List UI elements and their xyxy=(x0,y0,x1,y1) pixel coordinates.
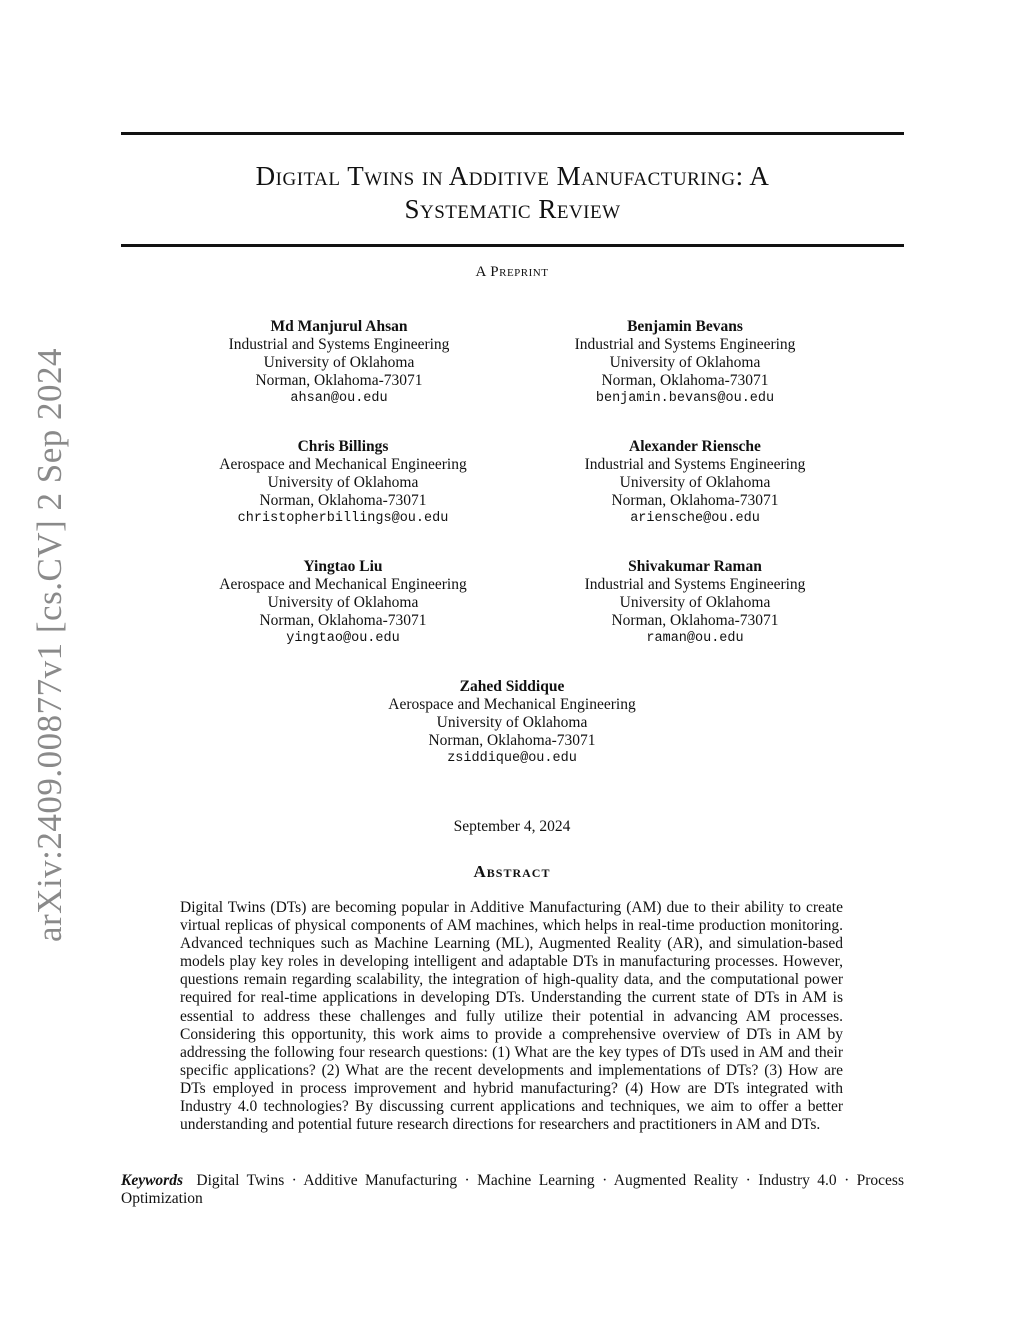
author-block xyxy=(515,558,875,648)
author-city: Norman, Oklahoma-73071 xyxy=(611,612,779,629)
author-university: University of Oklahoma xyxy=(267,474,419,491)
author-email[interactable]: christopherbillings@ou.edu xyxy=(237,511,449,526)
author-university: University of Oklahoma xyxy=(619,594,771,611)
author-email[interactable]: raman@ou.edu xyxy=(646,631,744,646)
abstract-body: Digital Twins (DTs) are becoming popular in Additive Manufacturing (AM) due to their ability to create virtual replicas of physical components of AM machines, which helps in real-time production monitoring. Advanced techniques such as Machine Learning (ML), Augmented Reality (AR), and simulation-based models play key roles in developing intelligent and adaptable DTs in manufacturing processes. However, questions remain regarding scalability, the integration of high-quality data, and the computational power required for real-time applications in developing DTs. Understanding the current state of DTs in AM is essential to address these challenges and fully utilize their potential in advancing AM processes. Considering this opportunity, this work aims to provide a comprehensive overview of DTs in AM by addressing the following four research questions: (1) What are the key types of DTs used in AM and their specific applications? (2) What are the recent developments and implementations of DTs? (3) How are DTs employed in process improvement and hybrid manufacturing? (4) How are DTs integrated with Industry 4.0 technologies? By discussing current applications and techniques, we aim to offer a better understanding and potential future research directions for researchers and practitioners in AM and DTs. xyxy=(180,899,843,1134)
author-department: Aerospace and Mechanical Engineering xyxy=(219,576,467,593)
author-city: Norman, Oklahoma-73071 xyxy=(259,492,427,509)
title-rule-bottom xyxy=(121,244,904,247)
author-department: Industrial and Systems Engineering xyxy=(584,456,806,473)
preprint-label: A Preprint xyxy=(475,264,549,280)
author-name: Md Manjurul Ahsan xyxy=(270,318,408,335)
author-department: Industrial and Systems Engineering xyxy=(584,576,806,593)
author-block xyxy=(505,318,865,408)
author-email[interactable]: ariensche@ou.edu xyxy=(630,511,760,526)
author-city: Norman, Oklahoma-73071 xyxy=(428,732,596,749)
author-university: University of Oklahoma xyxy=(263,354,415,371)
author-city: Norman, Oklahoma-73071 xyxy=(259,612,427,629)
arxiv-identifier: arXiv:2409.00877v1 [cs.CV] 2 Sep 2024 xyxy=(30,347,69,943)
author-university: University of Oklahoma xyxy=(436,714,588,731)
author-block xyxy=(163,558,523,648)
author-block xyxy=(515,438,875,528)
author-city: Norman, Oklahoma-73071 xyxy=(255,372,423,389)
author-email[interactable]: yingtao@ou.edu xyxy=(286,631,400,646)
author-block xyxy=(332,678,692,768)
keywords-line xyxy=(121,1172,904,1208)
author-department: Aerospace and Mechanical Engineering xyxy=(219,456,467,473)
author-department: Aerospace and Mechanical Engineering xyxy=(388,696,636,713)
author-university: University of Oklahoma xyxy=(609,354,761,371)
author-email[interactable]: zsiddique@ou.edu xyxy=(447,751,577,766)
author-name: Chris Billings xyxy=(297,438,389,455)
author-name: Alexander Riensche xyxy=(629,438,761,455)
author-email[interactable]: benjamin.bevans@ou.edu xyxy=(595,391,775,406)
author-name: Benjamin Bevans xyxy=(627,318,743,335)
abstract-heading: Abstract xyxy=(473,862,551,881)
author-block xyxy=(163,438,523,528)
author-city: Norman, Oklahoma-73071 xyxy=(611,492,779,509)
title-line-2: Systematic Review xyxy=(404,194,621,224)
paper-title xyxy=(121,160,904,226)
title-line-1: Digital Twins in Additive Manufacturing: A xyxy=(255,161,770,191)
author-city: Norman, Oklahoma-73071 xyxy=(601,372,769,389)
author-name: Zahed Siddique xyxy=(459,678,565,695)
keywords-list: Digital Twins · Additive Manufacturing · Machine Learning · Augmented Reality · Industry 4.0 · Process Optimization xyxy=(121,1172,905,1208)
title-rule-top xyxy=(121,132,904,135)
author-name: Shivakumar Raman xyxy=(628,558,762,575)
author-name: Yingtao Liu xyxy=(303,558,383,575)
publication-date: September 4, 2024 xyxy=(453,818,571,835)
author-block xyxy=(159,318,519,408)
author-department: Industrial and Systems Engineering xyxy=(228,336,450,353)
author-university: University of Oklahoma xyxy=(267,594,419,611)
author-email[interactable]: ahsan@ou.edu xyxy=(290,391,388,406)
keywords-label: Keywords xyxy=(121,1172,183,1189)
author-department: Industrial and Systems Engineering xyxy=(574,336,796,353)
author-university: University of Oklahoma xyxy=(619,474,771,491)
